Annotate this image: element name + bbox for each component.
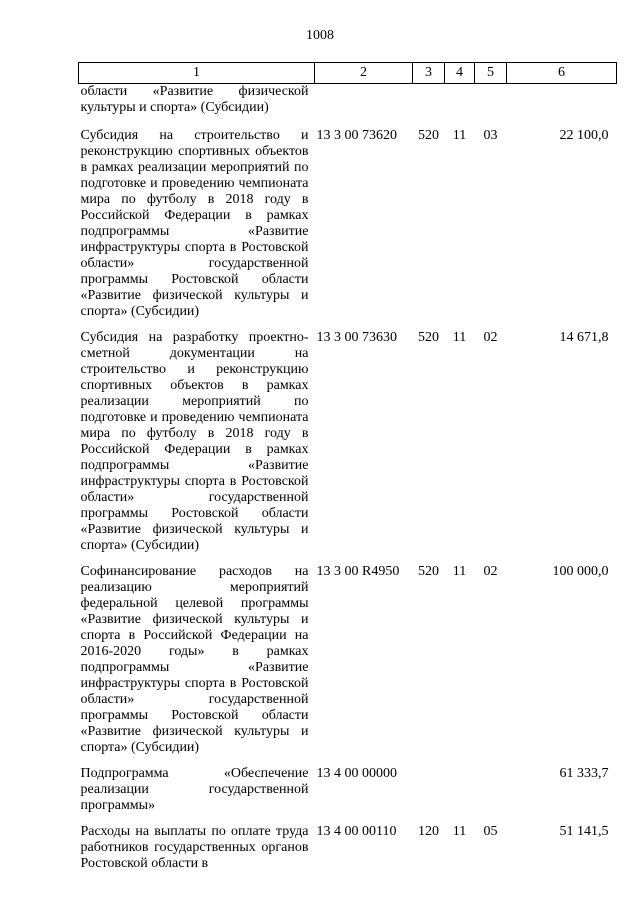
row-name: области «Развитие физической культуры и спорта» (Субсидии) (80, 84, 309, 115)
table-row (79, 84, 617, 129)
page-number: 1008 (306, 28, 334, 43)
row-amount: 22 100,0 (559, 128, 609, 143)
row-code: 13 4 00 00110 (316, 824, 397, 839)
row-name: Субсидия на строительство и реконструкцию спортивных объектов в рамках реализации мероприятий по подготовке и проведению чемпионата мира по футболу в 2018 году в Российской Федерации в рамках подпрограммы «Развитие инфраструктуры спорта в Ростовской области» государственной программы Ростовской области «Развитие физической культуры и спорта» (Субсидии) (80, 128, 309, 319)
row-pr: 02 (483, 564, 498, 579)
row-code: 13 3 00 R4950 (316, 564, 400, 579)
row-code (315, 84, 413, 129)
row-pr (475, 84, 507, 129)
row-name: Подпрограмма «Обеспечение реализации государственной программы» (80, 766, 309, 813)
header-col-3: 3 (413, 63, 445, 84)
row-rz: 11 (452, 824, 467, 839)
row-vr: 520 (418, 564, 439, 579)
row-name: Софинансирование расходов на реализацию мероприятий федеральной целевой программы «Развитие физической культуры и спорта в Российской Федерации на 2016-2020 годы» в рамках подпрограммы «Развитие инфраструктуры спорта в Ростовской области» государственной программы Ростовской области «Развитие физической культуры и спорта» (Субсидии) (80, 564, 309, 755)
row-code: 13 3 00 73630 (316, 330, 397, 345)
row-amount: 14 671,8 (559, 330, 609, 345)
table-row (79, 330, 617, 564)
row-name: Субсидия на разработку проектно-сметной документации на строительство и реконструкцию спортивных объектов в рамках реализации мероприятий по подготовке и проведению чемпионата мира по футболу в 2018 году в Российской Федерации в рамках подпрограммы «Развитие инфраструктуры спорта в Ростовской области» государственной программы Ростовской области «Развитие физической культуры и спорта» (Субсидии) (80, 330, 309, 553)
row-rz: 11 (452, 128, 467, 143)
budget-table (78, 62, 617, 882)
row-rz (445, 84, 475, 129)
row-code: 13 4 00 00000 (316, 766, 397, 781)
table-row (79, 766, 617, 824)
table-row (79, 824, 617, 882)
header-col-5: 5 (475, 63, 507, 84)
row-name: Расходы на выплаты по оплате труда работников государственных органов Ростовской области в (80, 824, 309, 871)
row-pr: 03 (483, 128, 498, 143)
row-pr: 05 (483, 824, 498, 839)
row-amount: 100 000,0 (552, 564, 609, 579)
header-col-2: 2 (315, 63, 413, 84)
row-amount: 61 333,7 (559, 766, 609, 781)
row-vr: 520 (418, 128, 439, 143)
row-pr (475, 766, 507, 824)
row-rz: 11 (452, 330, 467, 345)
header-col-4: 4 (445, 63, 475, 84)
row-code: 13 3 00 73620 (316, 128, 397, 143)
row-rz: 11 (452, 564, 467, 579)
row-vr: 520 (418, 330, 439, 345)
header-col-1: 1 (79, 63, 315, 84)
row-amount (507, 84, 617, 129)
table-row (79, 128, 617, 330)
row-vr (413, 766, 445, 824)
row-pr: 02 (483, 330, 498, 345)
row-rz (445, 766, 475, 824)
row-amount: 51 141,5 (559, 824, 609, 839)
row-vr: 120 (418, 824, 439, 839)
table-row (79, 564, 617, 766)
row-vr (413, 84, 445, 129)
table-header-row (79, 63, 617, 84)
header-col-6: 6 (507, 63, 617, 84)
